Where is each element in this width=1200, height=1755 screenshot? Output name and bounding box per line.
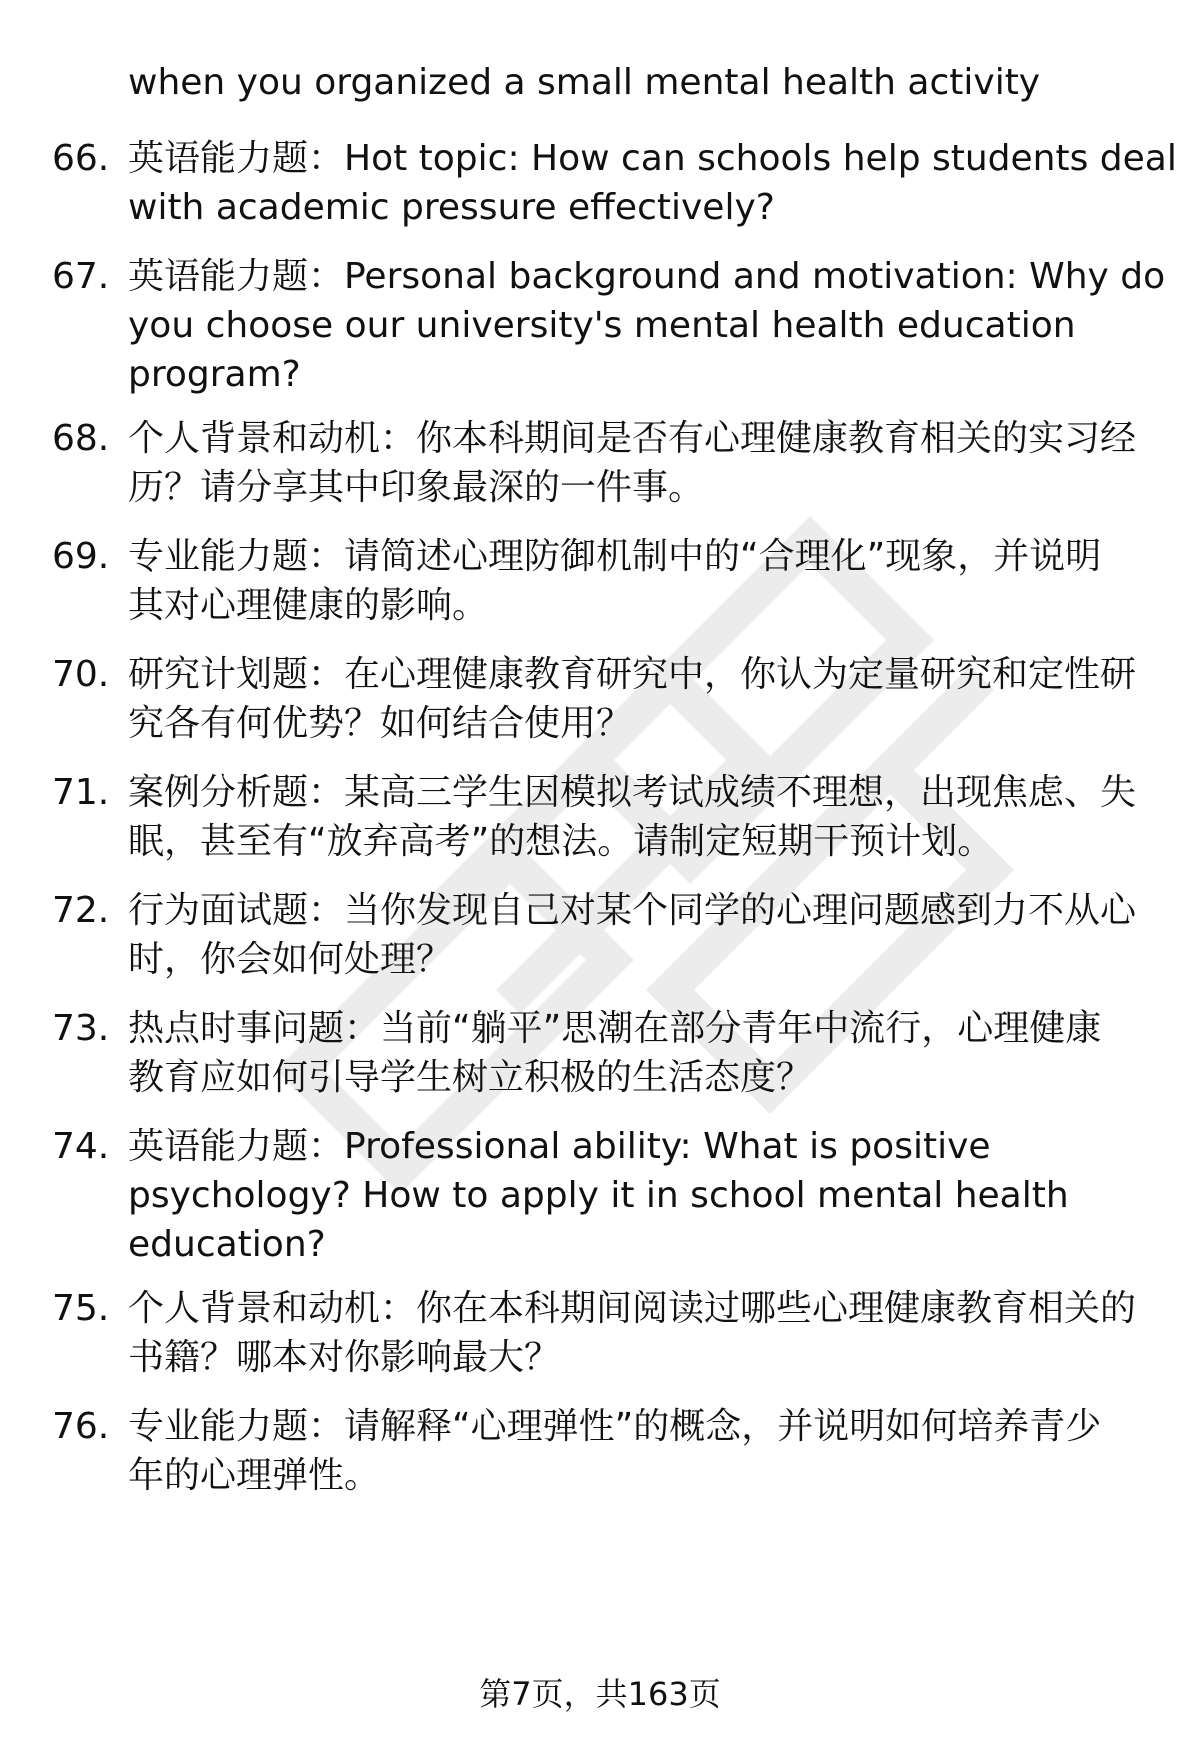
question-text: [128, 1122, 1148, 1269]
question-text-line: 年的心理弹性。: [128, 1455, 381, 1496]
question-number: 75.: [52, 1288, 110, 1329]
question-text-line: education?: [128, 1224, 326, 1265]
question-text-line: 英语能力题：Professional ability: What is positive: [128, 1126, 991, 1167]
question-text-line: psychology? How to apply it in school mental health: [128, 1175, 1069, 1216]
question-text: [128, 886, 1148, 984]
question-text-line: 热点时事问题：当前“躺平”思潮在部分青年中流行，心理健康: [128, 1008, 1102, 1049]
question-number: 67.: [52, 256, 110, 297]
question-text: [128, 134, 1177, 232]
question-text-line: 专业能力题：请解释“心理弹性”的概念，并说明如何培养青少: [128, 1406, 1102, 1447]
question-number: 72.: [52, 890, 110, 931]
question-text: [128, 252, 1166, 399]
question-text-line: 究各有何优势？如何结合使用？: [128, 703, 633, 744]
question-number: 69.: [52, 536, 110, 577]
question-text: [128, 414, 1148, 512]
question-text-line: 专业能力题：请简述心理防御机制中的“合理化”现象，并说明: [128, 536, 1102, 577]
page-number: 第7页，共163页: [479, 1675, 721, 1713]
question-number: 70.: [52, 654, 110, 695]
question-number: 76.: [52, 1406, 110, 1447]
question-text-line: 教育应如何引导学生树立积极的生活态度？: [128, 1057, 813, 1098]
continuation-text: when you organized a small mental health activity: [128, 62, 1041, 103]
question-text: [128, 532, 1148, 630]
question-text-line: 个人背景和动机：你本科期间是否有心理健康教育相关的实习经: [128, 418, 1137, 459]
question-text: [128, 1402, 1148, 1500]
question-number: 71.: [52, 772, 110, 813]
question-text-line: 英语能力题：Personal background and motivation: Why do: [128, 256, 1166, 297]
question-text-line: 行为面试题：当你发现自己对某个同学的心理问题感到力不从心: [128, 890, 1137, 931]
question-text-line: 书籍？哪本对你影响最大？: [128, 1337, 561, 1378]
question-text-line: program?: [128, 354, 301, 395]
question-text: [128, 1004, 1148, 1102]
question-text-line: 眠，甚至有“放弃高考”的想法。请制定短期干预计划。: [128, 821, 994, 862]
question-number: 66.: [52, 138, 110, 179]
question-text: [128, 650, 1148, 748]
question-text-line: 其对心理健康的影响。: [128, 585, 489, 626]
question-text-line: 研究计划题：在心理健康教育研究中，你认为定量研究和定性研: [128, 654, 1137, 695]
question-text-line: you choose our university's mental health education: [128, 305, 1076, 346]
question-text-line: 个人背景和动机：你在本科期间阅读过哪些心理健康教育相关的: [128, 1288, 1137, 1329]
question-text-line: 案例分析题：某高三学生因模拟考试成绩不理想，出现焦虑、失: [128, 772, 1137, 813]
question-text-line: 时，你会如何处理？: [128, 939, 453, 980]
question-text-line: 历？请分享其中印象最深的一件事。: [128, 467, 705, 508]
question-text-line: with academic pressure effectively?: [128, 187, 775, 228]
question-number: 68.: [52, 418, 110, 459]
question-text-line: 英语能力题：Hot topic: How can schools help students deal: [128, 138, 1177, 179]
question-text: [128, 768, 1148, 866]
question-text: [128, 1284, 1148, 1382]
question-number: 74.: [52, 1126, 110, 1167]
question-number: 73.: [52, 1008, 110, 1049]
